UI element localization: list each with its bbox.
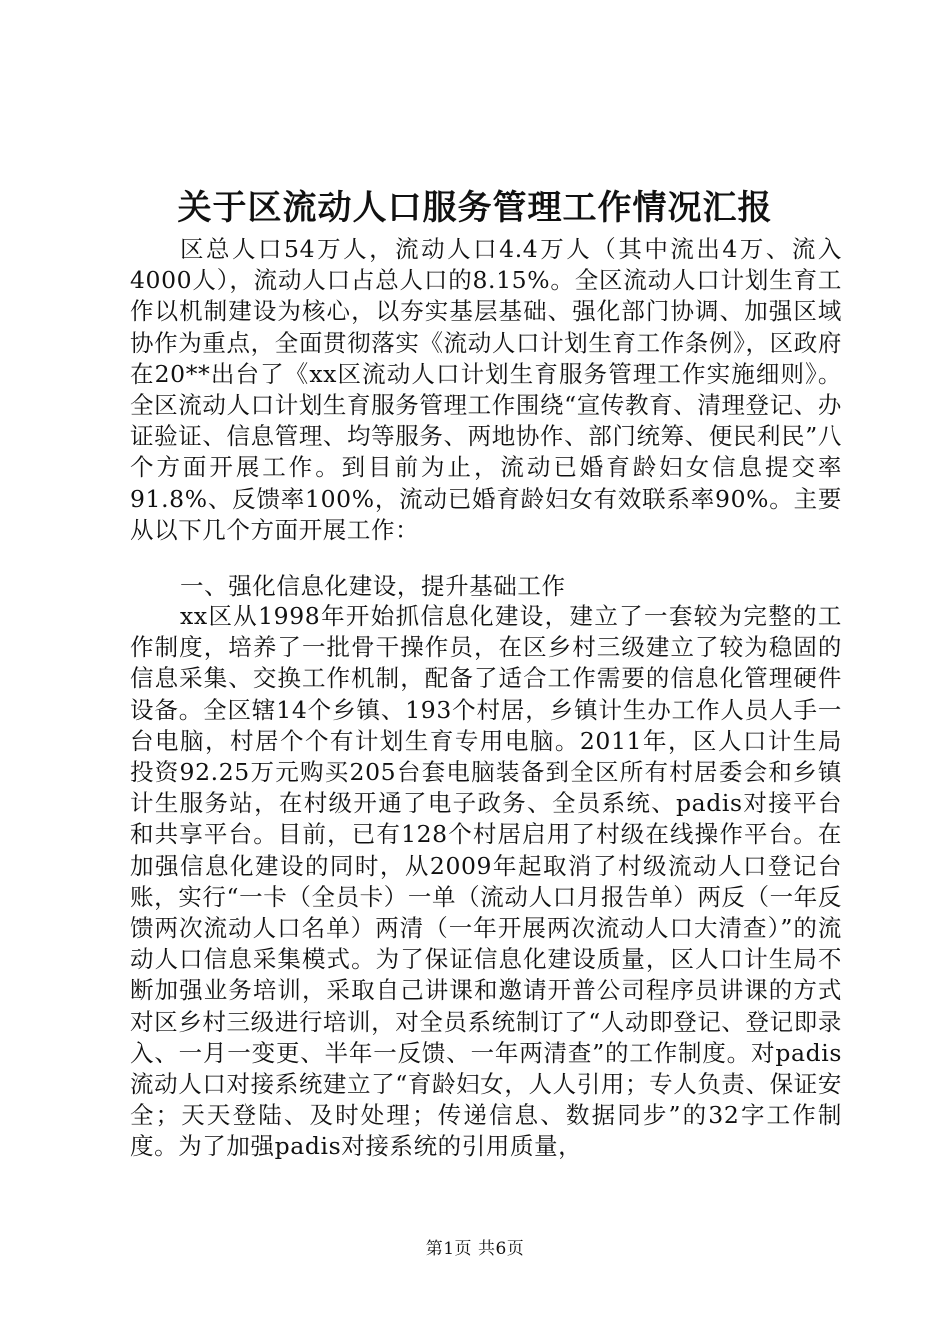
section-heading: 一、强化信息化建设，提升基础工作	[180, 572, 566, 600]
document-title: 关于区流动人口服务管理工作情况汇报	[177, 188, 773, 228]
page-footer: 第1页 共6页	[425, 1239, 525, 1259]
section-paragraph: xx区从1998年开始抓信息化建设，建立了一套较为完整的工作制度，培养了一批骨干操作员，在区乡村三级建立了较为稳固的信息采集、交换工作机制，配备了适合工作需要的信息化管理硬件设备。全区辖14个乡镇、193个村居，乡镇计生办工作人员人手一台电脑，村居个个有计划生育专用电脑。2011年，区人口计生局投资92.25万元购买205台套电脑装备到全区所有村居委会和乡镇计生服务站，在村级开通了电子政务、全员系统、padis对接平台和共享平台。目前，已有128个村居启用了村级在线操作平台。在加强信息化建设的同时，从2009年起取消了村级流动人口登记台账，实行“一卡（全员卡）一单（流动人口月报告单）两反（一年反馈两次流动人口名单）两清（一年开展两次流动人口大清查）”的流动人口信息采集模式。为了保证信息化建设质量，区人口计生局不断加强业务培训，采取自己讲课和邀请开普公司程序员讲课的方式对区乡村三级进行培训，对全员系统制订了“人动即登记、登记即录入、一月一变更、半年一反馈、一年两清查”的工作制度。对padis流动人口对接系统建立了“育龄妇女，人人引用；专人负责、保证安全；天天登陆、及时处理；传递信息、数据同步”的32字工作制度。为了加强padis对接系统的引用质量，	[130, 602, 842, 1161]
intro-paragraph: 区总人口54万人，流动人口4.4万人（其中流出4万、流入4000人），流动人口占总人口的8.15%。全区流动人口计划生育工作以机制建设为核心，以夯实基层基础、强化部门协调、加强区域协作为重点，全面贯彻落实《流动人口计划生育工作条例》，区政府在20**出台了《xx区流动人口计划生育服务管理工作实施细则》。全区流动人口计划生育服务管理工作围绕“宣传教育、清理登记、办证验证、信息管理、均等服务、两地协作、部门统筹、便民利民”八个方面开展工作。到目前为止，流动已婚育龄妇女信息提交率91.8%、反馈率100%，流动已婚育龄妇女有效联系率90%。主要从以下几个方面开展工作：	[130, 235, 842, 544]
